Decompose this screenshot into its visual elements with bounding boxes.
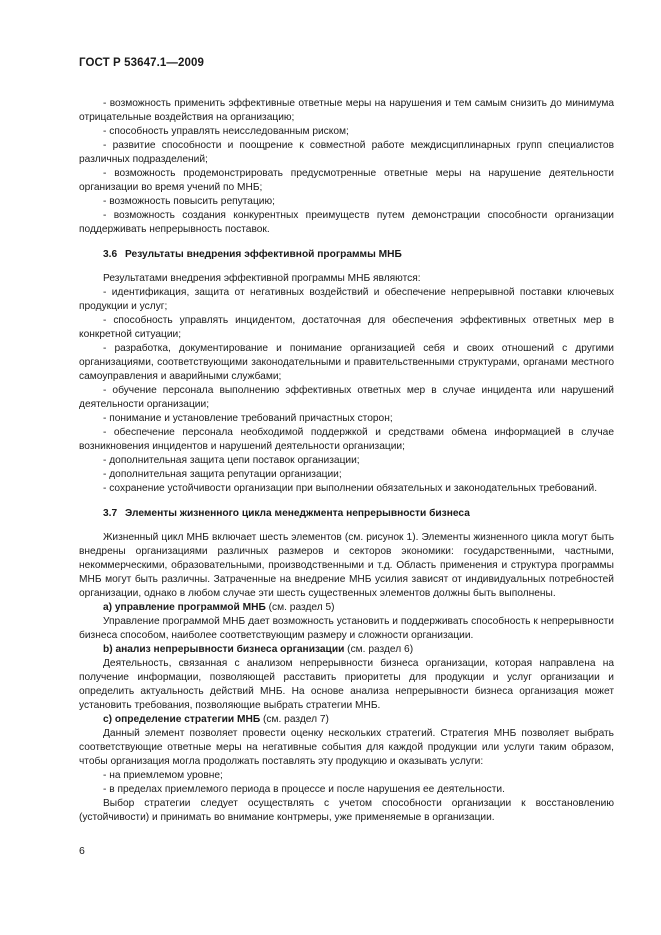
paragraph: Данный элемент позволяет провести оценку нескольких стратегий. Стратегия МНБ позволяет выбрать соответствующие ответные меры на негативные события для каждой продукции или услуги таким образом, чтобы организация могла продолжать поставлять эту продукцию и оказывать услуги: (79, 728, 614, 767)
subitem-label: а) управление программой МНБ (103, 602, 266, 613)
list-item: - сохранение устойчивости организации при выполнении обязательных и законодательных требований. (103, 483, 598, 494)
list-item: - возможность создания конкурентных преимуществ путем демонстрации способности организации поддерживать непрерывность поставок. (79, 210, 614, 235)
list-item: - понимание и установление требований причастных сторон; (103, 413, 393, 424)
list-item: - способность управлять неисследованным риском; (103, 126, 349, 137)
subitem-heading-a (79, 601, 614, 615)
section-title: Элементы жизненного цикла менеджмента непрерывности бизнеса (125, 508, 470, 519)
subitem-ref: (см. раздел 7) (260, 714, 329, 725)
list-item: - дополнительная защита цепи поставок организации; (103, 455, 360, 466)
list-item: - возможность применить эффективные ответные меры на нарушения и тем самым снизить до минимума отрицательные воздействия на организацию; (79, 98, 614, 123)
paragraph: Выбор стратегии следует осуществлять с учетом способности организации к восстановлению (устойчивости) и принимать во внимание контрмеры, уже применяемые в организации. (79, 798, 614, 823)
section-number: 3.7 (103, 508, 118, 519)
list-item: - возможность продемонстрировать предусмотренные ответные меры на нарушение деятельности организации во время учений по МНБ; (79, 168, 614, 193)
page-content (79, 97, 614, 825)
list-item: - в пределах приемлемого периода в процессе и после нарушения ее деятельности. (103, 784, 505, 795)
list-item: - развитие способности и поощрение к совместной работе междисциплинарных групп специалистов различных подразделений; (79, 140, 614, 165)
list-item: - на приемлемом уровне; (103, 770, 223, 781)
list-item: - возможность повысить репутацию; (103, 196, 275, 207)
subitem-label: с) определение стратегии МНБ (103, 714, 261, 725)
list-item: - идентификация, защита от негативных воздействий и обеспечение непрерывной поставки ключевых продукции и услуг; (79, 287, 614, 312)
paragraph: Управление программой МНБ дает возможность установить и поддерживать способность к непрерывности бизнеса способом, наиболее соответствующим размеру и сложности организации. (79, 616, 614, 641)
list-item: - дополнительная защита репутации организации; (103, 469, 342, 480)
section-title: Результаты внедрения эффективной программы МНБ (125, 249, 402, 260)
list-item: - способность управлять инцидентом, достаточная для обеспечения эффективных ответных мер в конкретной ситуации; (79, 315, 614, 340)
subitem-heading-c (79, 713, 614, 727)
subitem-ref: (см. раздел 6) (344, 644, 414, 655)
section-number: 3.6 (103, 249, 118, 260)
list-item: - обеспечение персонала необходимой поддержкой и средствами обмена информацией в случае возникновения инцидентов и нарушений деятельности организации; (79, 427, 614, 452)
standard-header: ГОСТ Р 53647.1—2009 (79, 57, 204, 69)
paragraph: Деятельность, связанная с анализом непрерывности бизнеса организации, которая направлена на получение информации, позволяющей расставить приоритеты для продукции и услуг организации и определить актуальность действий МНБ. На основе анализа непрерывности бизнеса организация может установить требования, позволяющие выбрать стратегии МНБ. (79, 658, 614, 711)
section-heading-3-6 (79, 248, 614, 262)
list-item: - разработка, документирование и понимание организацией себя и своих отношений с другими организациями, соответствующими законодательными и правительственными структурами, органами местного самоуправления и аварийными службами; (79, 343, 614, 382)
list-item: - обучение персонала выполнению эффективных ответных мер в случае инцидента или нарушений деятельности организации; (79, 385, 614, 410)
paragraph: Жизненный цикл МНБ включает шесть элементов (см. рисунок 1). Элементы жизненного цикла могут быть внедрены организациями различных размеров и секторов экономики: государственными, частными, некоммерческими, образовательными, производственными и т.д. Область применения и структура программы МНБ могут быть различны. Затраченные на внедрение МНБ усилия зависят от индивидуальных потребностей организации, однако в любом случае эти шесть существенных элементов должны быть выполнены. (79, 532, 614, 599)
section-heading-3-7 (79, 507, 614, 521)
paragraph: Результатами внедрения эффективной программы МНБ являются: (103, 273, 421, 284)
page-number: 6 (79, 845, 85, 857)
subitem-ref: (см. раздел 5) (265, 602, 335, 613)
subitem-label: b) анализ непрерывности бизнеса организации (103, 644, 345, 655)
subitem-heading-b (79, 643, 614, 657)
